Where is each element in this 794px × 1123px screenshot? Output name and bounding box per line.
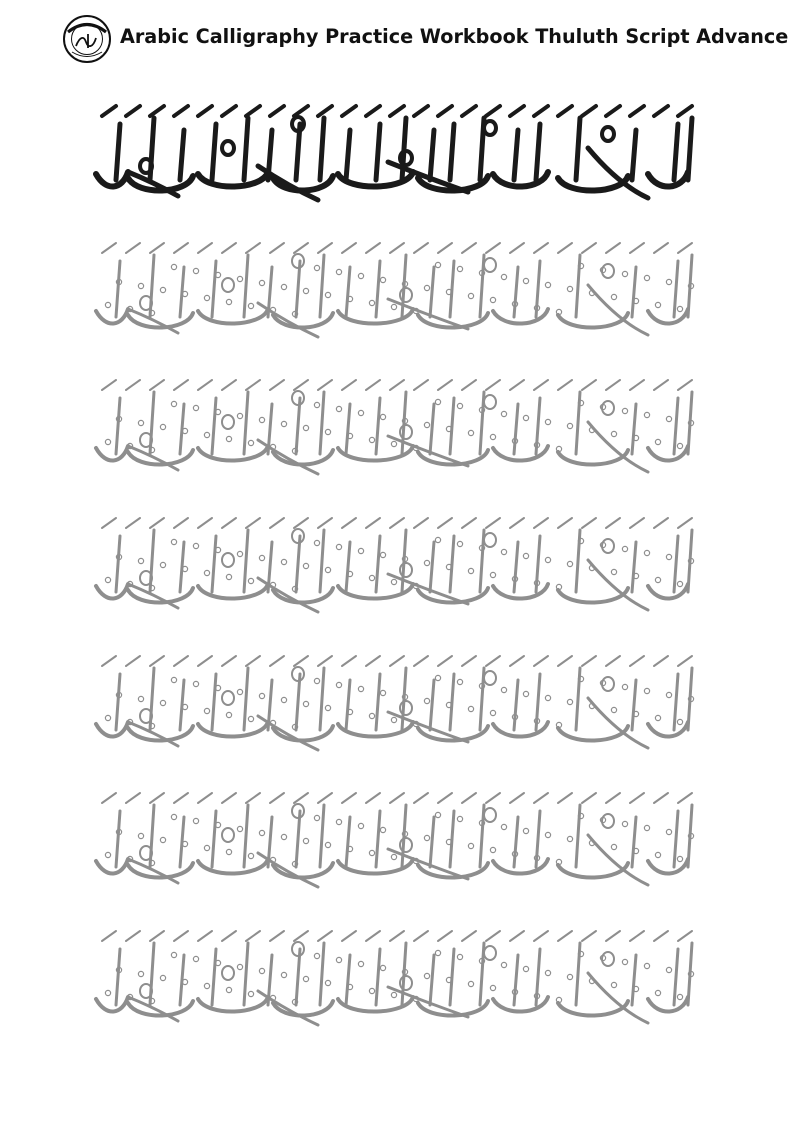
model-calligraphy-line <box>88 88 708 208</box>
trace-calligraphy-line <box>88 225 708 345</box>
trace-calligraphy-line <box>88 775 708 895</box>
page-header <box>62 14 789 64</box>
trace-row <box>88 775 708 895</box>
model-row <box>88 88 708 208</box>
trace-calligraphy-line <box>88 913 708 1033</box>
trace-row <box>88 638 708 758</box>
trace-row <box>88 362 708 482</box>
trace-row <box>88 225 708 345</box>
page-title: Arabic Calligraphy Practice Workbook Thuluth Script Advance <box>120 25 789 48</box>
trace-calligraphy-line <box>88 362 708 482</box>
trace-calligraphy-line <box>88 638 708 758</box>
trace-calligraphy-line <box>88 500 708 620</box>
trace-row <box>88 913 708 1033</box>
calligraphy-seal-logo-icon <box>62 14 112 64</box>
trace-row <box>88 500 708 620</box>
